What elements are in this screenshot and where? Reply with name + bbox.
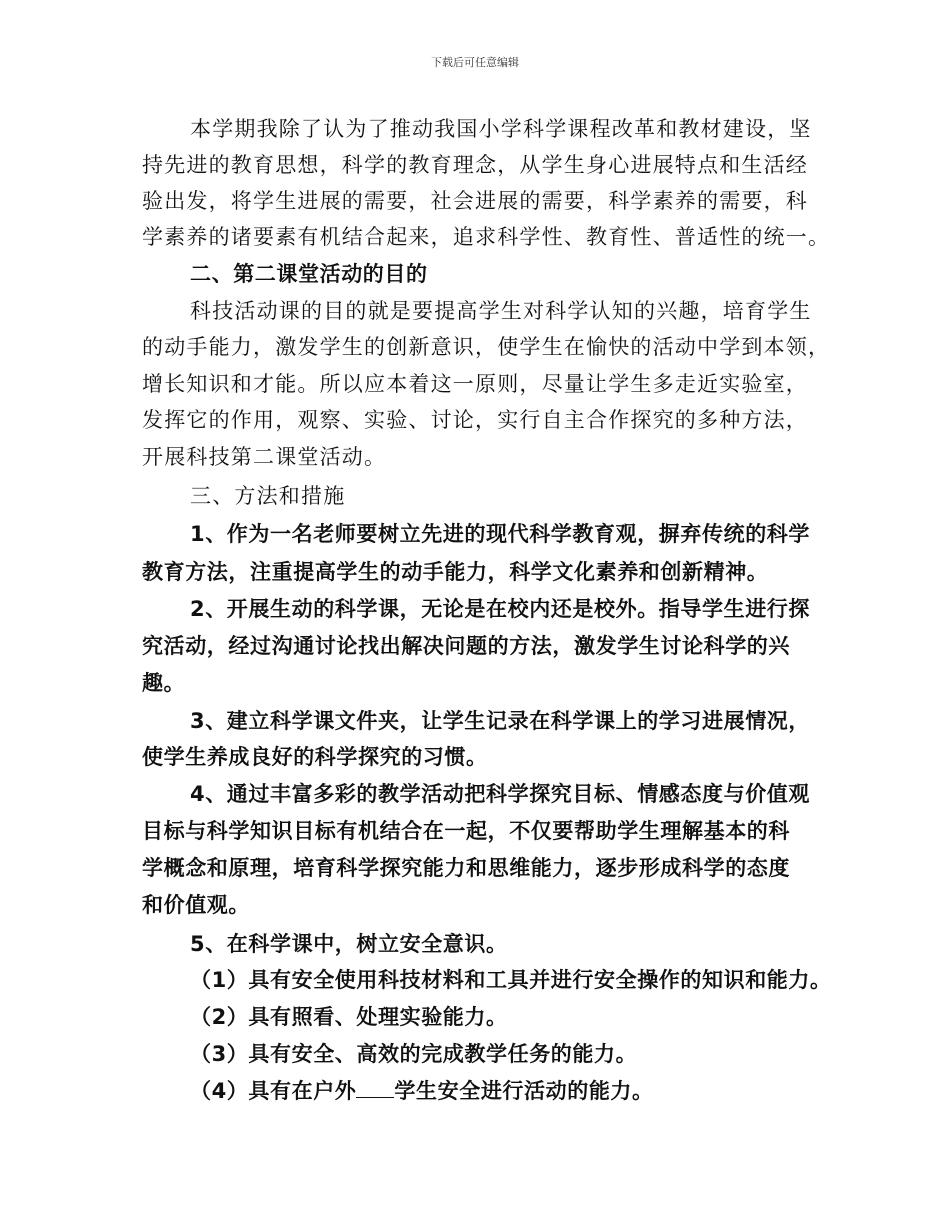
- section-heading-2: 二、第二课堂活动的目的: [190, 262, 428, 286]
- section2-line-3: 增长知识和才能。所以应本着这一原则，尽量让学生多走近实验室，: [142, 372, 808, 396]
- item5-sub-4-after: 学生安全进行活动的能力。: [394, 1079, 654, 1103]
- item4-line-3: 学概念和原理，培育科学探究能力和思维能力，逐步形成科学的态度: [142, 856, 790, 880]
- item2-line-1: 2、开展生动的科学课，无论是在校内还是校外。指导学生进行探: [190, 597, 811, 621]
- section2-line-2: 的动手能力，激发学生的创新意识，使学生在愉快的活动中学到本领，: [142, 335, 831, 359]
- item4-line-2: 目标与科学知识目标有机结合在一起，不仅要帮助学生理解基本的科: [142, 819, 790, 843]
- item2-line-3: 趣。: [142, 671, 186, 695]
- item3-line-2: 使学生养成良好的科学探究的习惯。: [142, 745, 488, 769]
- item4-line-1: 4、通过丰富多彩的教学活动把科学探究目标、情感态度与价值观: [190, 782, 811, 806]
- item5-sub-4-before: （4）具有在户外: [190, 1079, 357, 1103]
- intro-line-2: 持先进的教育思想，科学的教育理念，从学生身心进展特点和生活经: [142, 153, 808, 177]
- intro-line-3: 验出发，将学生进展的需要，社会进展的需要，科学素养的需要，科: [142, 189, 808, 213]
- item3-line-1: 3、建立科学课文件夹，让学生记录在科学课上的学习进展情况，: [190, 709, 811, 733]
- item2-line-2: 究活动，经过沟通讨论找出解决问题的方法，激发学生讨论科学的兴: [142, 634, 790, 658]
- item5-sub-4: [190, 1078, 654, 1104]
- section-heading-3: 三、方法和措施: [190, 484, 346, 508]
- item5-title: 5、在科学课中，树立安全意识。: [190, 932, 508, 956]
- section2-line-5: 开展科技第二课堂活动。: [142, 445, 387, 469]
- item5-sub-3: （3）具有安全、高效的完成教学任务的能力。: [190, 1042, 638, 1066]
- intro-line-4: 学素养的诸要素有机结合起来，追求科学性、教育性、普适性的统一。: [142, 225, 831, 249]
- fill-in-blank: [356, 1080, 394, 1098]
- page-header-note: 下载后可任意编辑: [431, 56, 519, 69]
- section2-line-1: 科技活动课的目的就是要提高学生对科学认知的兴趣，培育学生: [190, 299, 812, 323]
- intro-line-1: 本学期我除了认为了推动我国小学科学课程改革和教材建设，坚: [190, 117, 812, 141]
- section2-line-4: 发挥它的作用，观察、实验、讨论，实行自主合作探究的多种方法，: [142, 408, 808, 432]
- item1-line-2: 教育方法，注重提高学生的动手能力，科学文化素养和创新精神。: [142, 560, 769, 584]
- item5-sub-2: （2）具有照看、处理实验能力。: [190, 1005, 508, 1029]
- item1-line-1: 1、作为一名老师要树立先进的现代科学教育观，摒弃传统的科学: [190, 522, 811, 546]
- item4-line-4: 和价值观。: [142, 893, 250, 917]
- item5-sub-1: （1）具有安全使用科技材料和工具并进行安全操作的知识和能力。: [190, 968, 832, 992]
